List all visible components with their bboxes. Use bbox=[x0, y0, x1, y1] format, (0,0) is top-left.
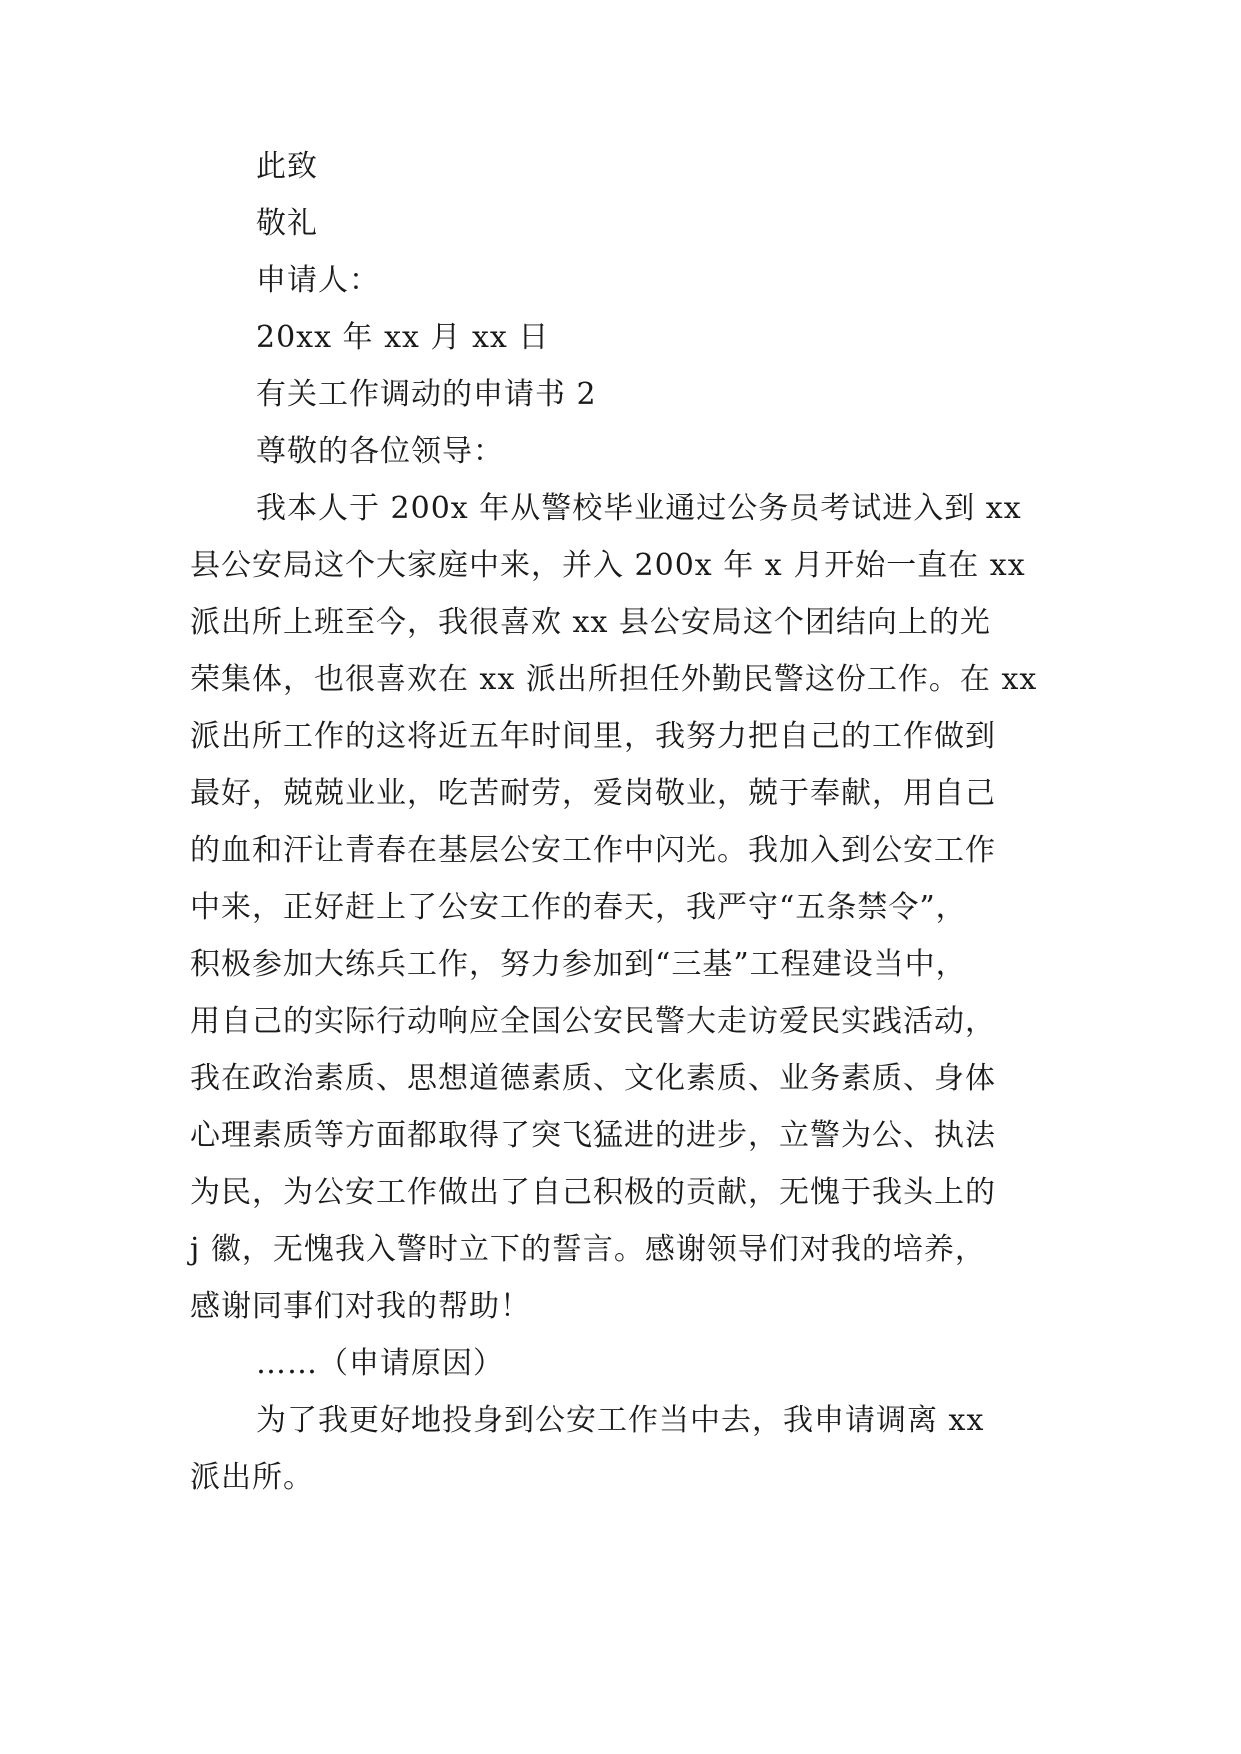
body-line: 派出所上班至今，我很喜欢 xx 县公安局这个团结向上的光 bbox=[190, 605, 991, 640]
body-line: 感谢同事们对我的帮助！ bbox=[190, 1289, 531, 1324]
salutation: 尊敬的各位领导： bbox=[256, 434, 504, 469]
reason-placeholder: ……（申请原因） bbox=[256, 1346, 504, 1381]
body-line: 我在政治素质、思想道德素质、文化素质、业务素质、身体 bbox=[190, 1061, 996, 1096]
section-title: 有关工作调动的申请书 2 bbox=[256, 377, 597, 412]
body-line: 的血和汗让青春在基层公安工作中闪光。我加入到公安工作 bbox=[190, 833, 996, 868]
final-line: 为了我更好地投身到公安工作当中去，我申请调离 xx bbox=[256, 1403, 985, 1438]
applicant-label: 申请人： bbox=[256, 263, 380, 298]
date-line: 20xx 年 xx 月 xx 日 bbox=[256, 320, 550, 355]
body-line: 我本人于 200x 年从警校毕业通过公务员考试进入到 xx bbox=[256, 491, 1022, 526]
body-line: 用自己的实际行动响应全国公安民警大走访爱民实践活动， bbox=[190, 1004, 996, 1039]
closing-line-1: 此致 bbox=[256, 149, 318, 184]
body-line: 县公安局这个大家庭中来，并入 200x 年 x 月开始一直在 xx bbox=[190, 548, 1026, 583]
body-line: 心理素质等方面都取得了突飞猛进的进步，立警为公、执法 bbox=[190, 1118, 996, 1153]
closing-line-2: 敬礼 bbox=[256, 206, 318, 241]
body-line: 中来，正好赶上了公安工作的春天，我严守“五条禁令”， bbox=[190, 890, 967, 925]
body-line: j 徽，无愧我入警时立下的誓言。感谢领导们对我的培养， bbox=[190, 1232, 986, 1267]
body-line: 为民，为公安工作做出了自己积极的贡献，无愧于我头上的 bbox=[190, 1175, 996, 1210]
final-line: 派出所。 bbox=[190, 1460, 314, 1495]
body-line: 派出所工作的这将近五年时间里，我努力把自己的工作做到 bbox=[190, 719, 996, 754]
body-line: 积极参加大练兵工作，努力参加到“三基”工程建设当中， bbox=[190, 947, 967, 982]
body-line: 最好，兢兢业业，吃苦耐劳，爱岗敬业，兢于奉献，用自己 bbox=[190, 776, 996, 811]
body-line: 荣集体，也很喜欢在 xx 派出所担任外勤民警这份工作。在 xx bbox=[190, 662, 1038, 697]
